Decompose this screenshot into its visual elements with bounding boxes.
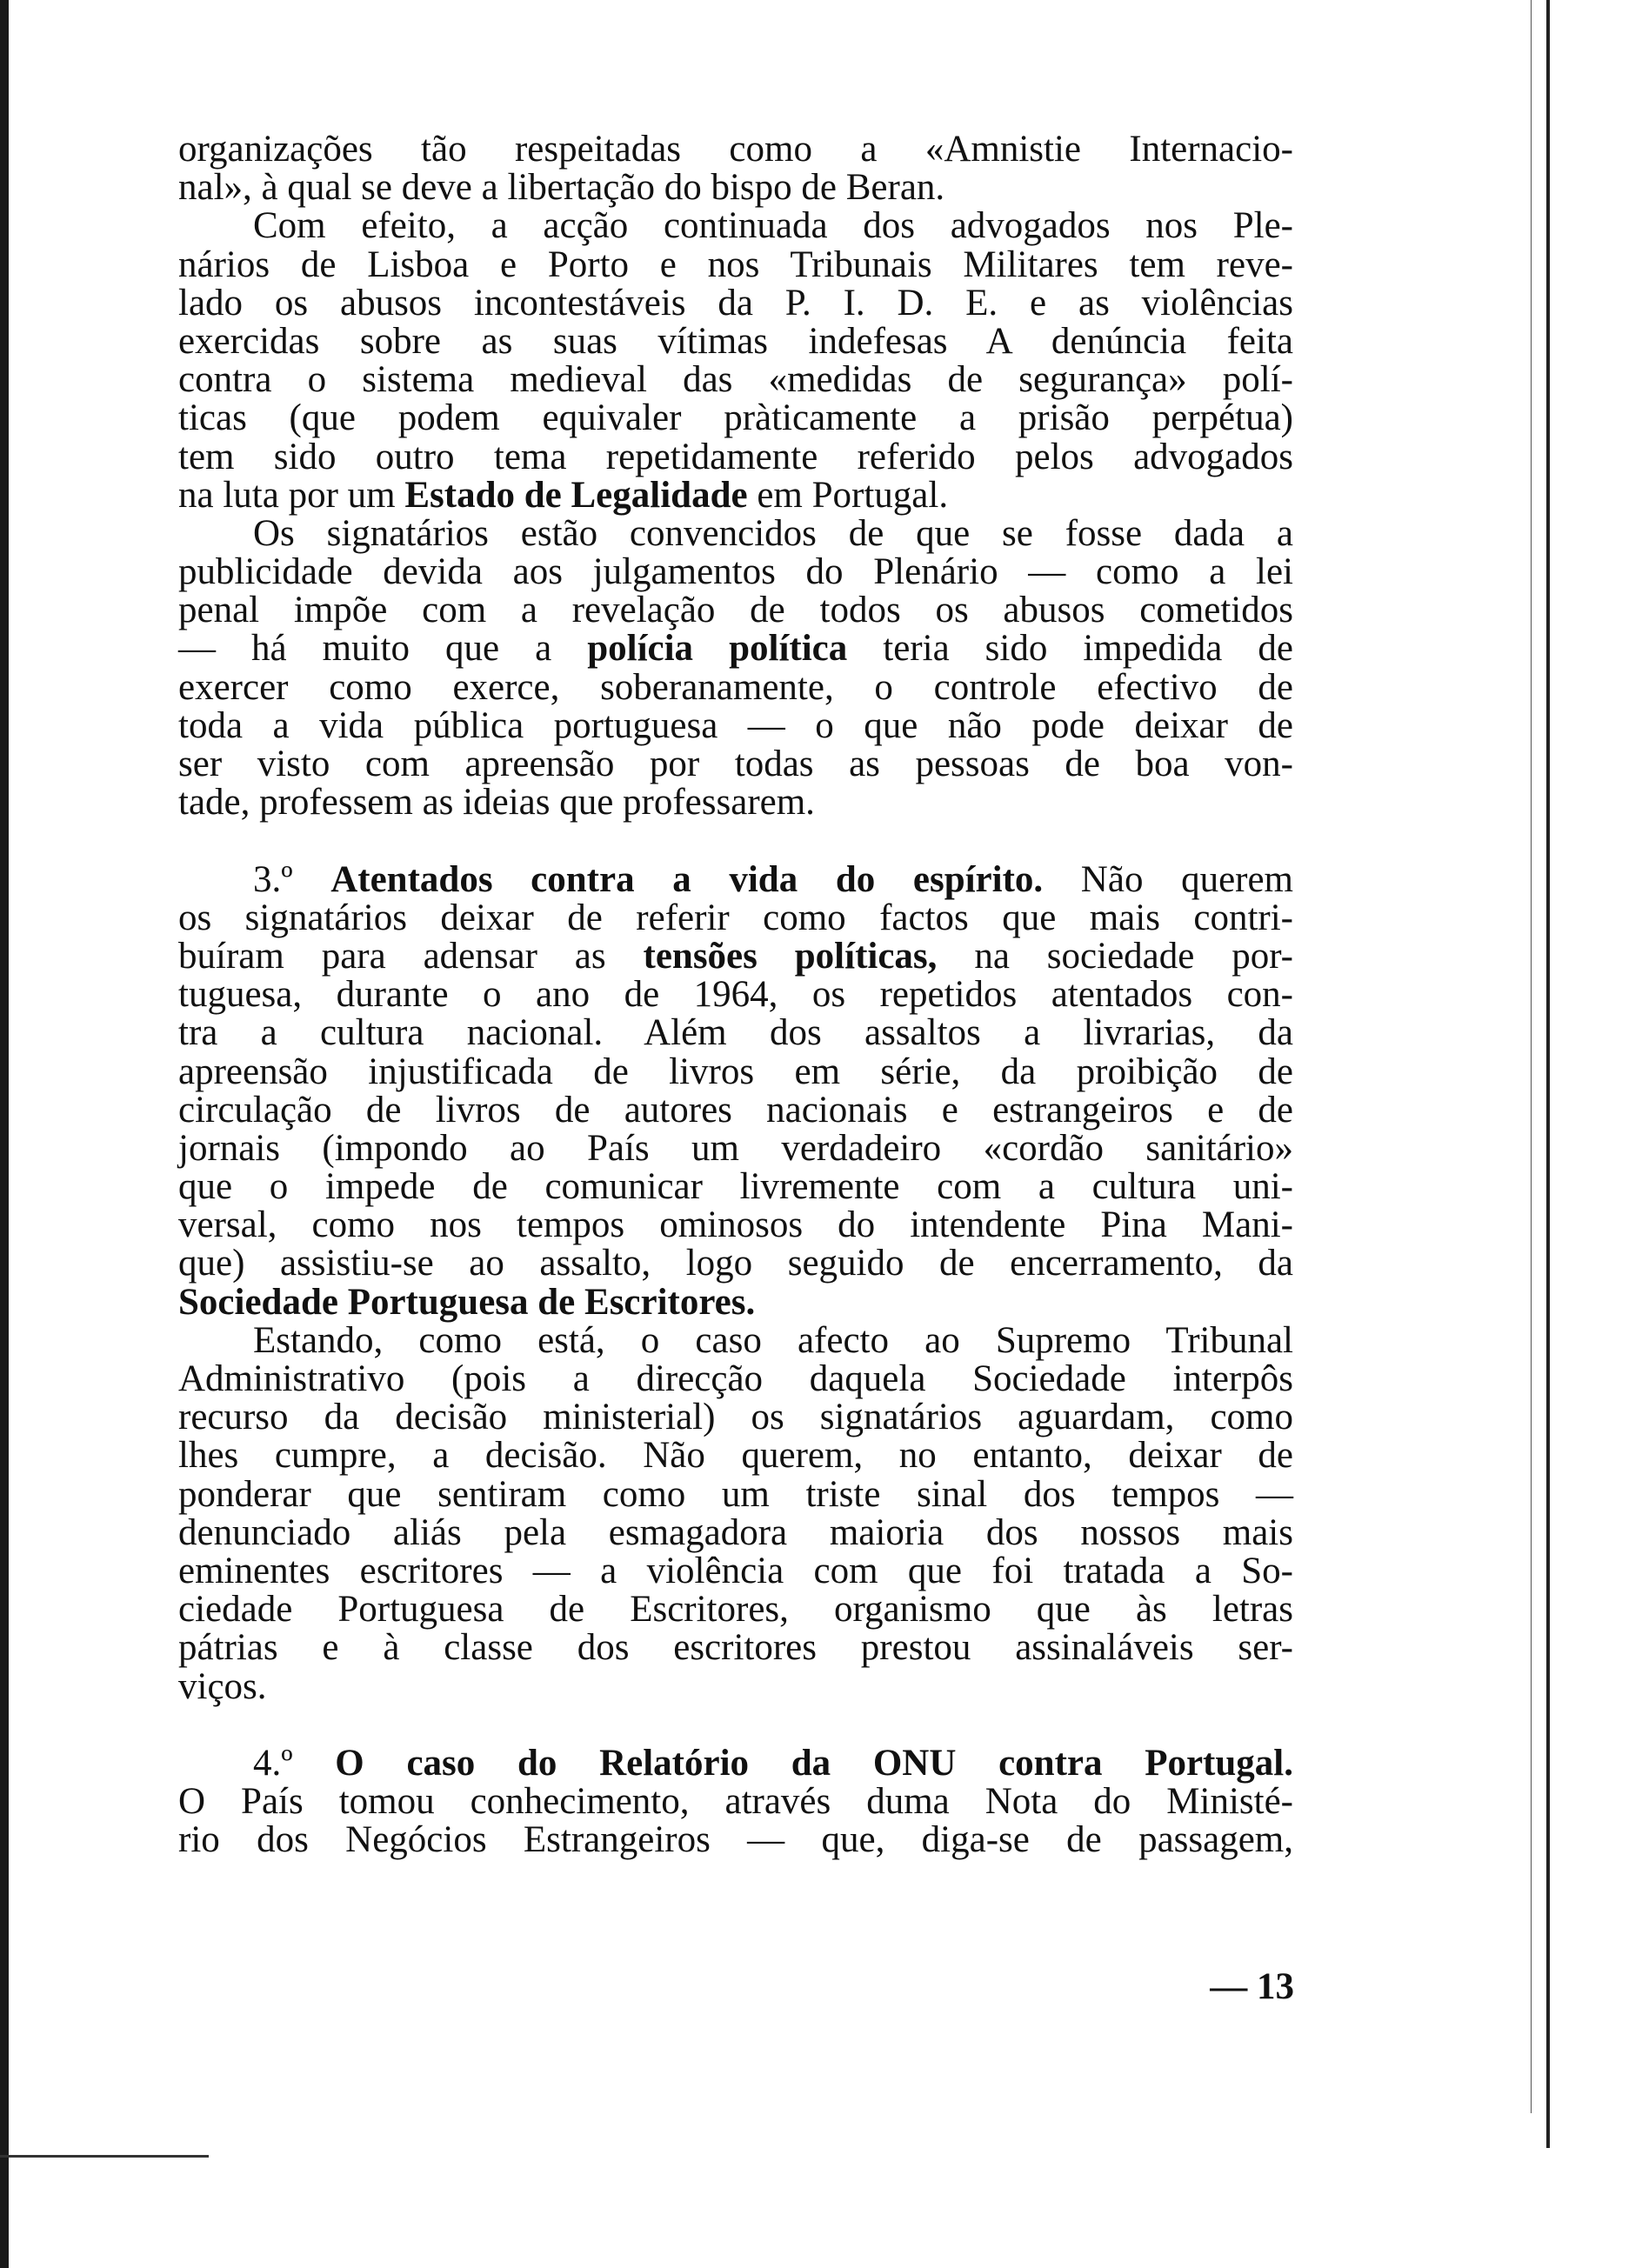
text-line <box>178 666 1293 708</box>
text-line <box>178 745 1293 784</box>
text-span: Não querem <box>1043 858 1294 900</box>
text-line <box>178 704 1293 746</box>
text-span: organizações tão respeitadas como a «Amnistie Internacio- <box>178 129 1293 170</box>
scan-edge-right <box>1546 0 1550 2148</box>
text-span: circulação de livros de autores nacionais e estrangeiros e de <box>178 1089 1293 1131</box>
bold-text-span: Estado de Legalidade <box>404 474 748 516</box>
text-span: pátrias e à classe dos escritores prestou assinaláveis ser- <box>178 1627 1293 1669</box>
text-line <box>178 1053 1293 1091</box>
text-span: que o impede de comunicar livremente com a cultura uni- <box>178 1166 1293 1208</box>
text-line <box>178 169 1293 207</box>
text-span: toda a vida pública portuguesa — o que não pode deixar de <box>178 704 1293 746</box>
scan-edge-right-inner <box>1531 0 1532 2113</box>
text-span: versal, como nos tempos ominosos do intendente Pina Mani- <box>178 1204 1293 1246</box>
text-line <box>178 1511 1293 1553</box>
text-line <box>178 1437 1293 1475</box>
text-span: ponderar que sentiram como um triste sinal dos tempos — <box>178 1473 1293 1515</box>
text-line <box>178 1206 1293 1244</box>
text-line <box>178 284 1293 323</box>
text-line <box>178 1665 1293 1707</box>
bold-text-span: O caso do Relatório da ONU contra Portugal. <box>335 1742 1293 1784</box>
text-line <box>178 1127 1293 1169</box>
text-span: tra a cultura nacional. Além dos assaltos a livrarias, da <box>178 1012 1293 1054</box>
text-span: tuguesa, durante o ano de 1964, os repetidos atentados con- <box>178 974 1293 1016</box>
text-span: — há muito que a <box>178 628 588 670</box>
text-line <box>178 899 1293 937</box>
text-line <box>178 591 1293 630</box>
text-span: buíram para adensar as <box>178 935 644 977</box>
text-span: em Portugal. <box>747 474 949 516</box>
text-span: viços. <box>178 1665 267 1707</box>
text-line <box>178 630 1293 668</box>
text-span: ser visto com apreensão por todas as pessoas de boa von- <box>178 744 1293 784</box>
text-line <box>178 784 1293 822</box>
text-span: lhes cumpre, a decisão. Não querem, no entanto, deixar de <box>178 1435 1293 1477</box>
text-span: que) assistiu-se ao assalto, logo seguido de encerramento, da <box>178 1243 1293 1284</box>
page-body-text <box>178 130 1293 1859</box>
page-number: — 13 <box>1210 1966 1294 2007</box>
text-line <box>178 1319 1293 1361</box>
text-span: lado os abusos incontestáveis da P. I. D. E. e as violências <box>178 282 1293 324</box>
text-span: penal impõe com a revelação de todos os abusos cometidos <box>178 590 1293 631</box>
text-line <box>178 1552 1293 1591</box>
text-line <box>178 1168 1293 1206</box>
text-span: na luta por um <box>178 474 405 516</box>
text-span: Os signatários estão convencidos de que se fosse dada a <box>253 512 1293 554</box>
text-span: teria sido impedida de <box>847 628 1293 670</box>
text-span: na sociedade por- <box>937 935 1293 977</box>
text-span: exercer como exerce, soberanamente, o controle efectivo de <box>178 666 1293 708</box>
text-line <box>178 130 1293 169</box>
text-line <box>178 1360 1293 1398</box>
text-span: tade, professem as ideias que professarem. <box>178 782 815 824</box>
text-span: ciedade Portuguesa de Escritores, organismo que às letras <box>178 1589 1293 1631</box>
text-line <box>178 1281 1293 1323</box>
text-line <box>178 937 1293 976</box>
text-span: jornais (impondo ao País um verdadeiro «cordão sanitário» <box>178 1127 1293 1169</box>
text-span: os signatários deixar de referir como factos que mais contri- <box>178 897 1293 938</box>
text-span: eminentes escritores — a violência com que foi tratada a So- <box>178 1550 1293 1591</box>
text-line <box>178 1744 1293 1783</box>
bold-text-span: tensões políticas, <box>643 935 938 977</box>
text-span: denunciado aliás pela esmagadora maioria dos nossos mais <box>178 1511 1293 1553</box>
text-span: nários de Lisboa e Porto e nos Tribunais Militares tem reve- <box>178 243 1293 285</box>
text-span: tem sido outro tema repetidamente referido pelos advogados <box>178 436 1293 477</box>
bold-text-span: Atentados contra a vida do espírito. <box>330 858 1044 900</box>
text-span: 3.º <box>253 858 331 900</box>
text-line <box>178 512 1293 554</box>
text-line <box>178 1783 1293 1821</box>
text-span: Com efeito, a acção continuada dos advogados nos Ple- <box>253 205 1293 247</box>
text-span: apreensão injustificada de livros em série, da proibição de <box>178 1051 1293 1092</box>
text-span: 4.º <box>253 1742 336 1784</box>
text-line <box>178 207 1293 245</box>
text-line <box>178 858 1294 900</box>
bold-text-span: Sociedade Portuguesa de Escritores. <box>178 1281 756 1323</box>
text-line <box>178 438 1293 477</box>
text-line <box>178 361 1293 399</box>
text-line <box>178 320 1293 362</box>
text-line <box>178 553 1293 591</box>
paragraph-gap <box>178 1706 1293 1744</box>
text-span: ticas (que podem equivaler pràticamente a prisão perpétua) <box>178 397 1293 439</box>
text-line <box>178 1244 1293 1283</box>
text-line <box>178 399 1293 437</box>
text-line <box>178 976 1293 1014</box>
paragraph-gap <box>178 822 1293 860</box>
bold-text-span: polícia política <box>587 628 848 670</box>
text-span: Estando, como está, o caso afecto ao Supremo Tribunal <box>253 1319 1293 1361</box>
text-span: nal», à qual se deve a libertação do bispo de Beran. <box>178 167 945 209</box>
text-line <box>178 1014 1293 1052</box>
text-line <box>178 1821 1293 1859</box>
scan-edge-bottom <box>0 2155 209 2158</box>
scan-edge-left <box>0 0 9 2268</box>
text-line <box>178 1629 1293 1667</box>
text-line <box>178 1473 1293 1515</box>
text-line <box>178 1398 1293 1437</box>
text-span: exercidas sobre as suas vítimas indefesas A denúncia feita <box>178 320 1293 362</box>
text-span: rio dos Negócios Estrangeiros — que, diga-se de passagem, <box>178 1819 1293 1861</box>
text-span: O País tomou conhecimento, através duma Nota do Ministé- <box>178 1781 1293 1823</box>
text-line <box>178 243 1293 285</box>
text-span: publicidade devida aos julgamentos do Plenário — como a lei <box>178 551 1293 593</box>
text-line <box>178 474 1293 516</box>
text-line <box>178 1591 1293 1629</box>
text-line <box>178 1091 1293 1130</box>
text-span: recurso da decisão ministerial) os signatários aguardam, como <box>178 1397 1293 1438</box>
text-span: Administrativo (pois a direcção daquela Sociedade interpôs <box>178 1358 1293 1399</box>
text-span: contra o sistema medieval das «medidas de segurança» polí- <box>178 359 1293 401</box>
